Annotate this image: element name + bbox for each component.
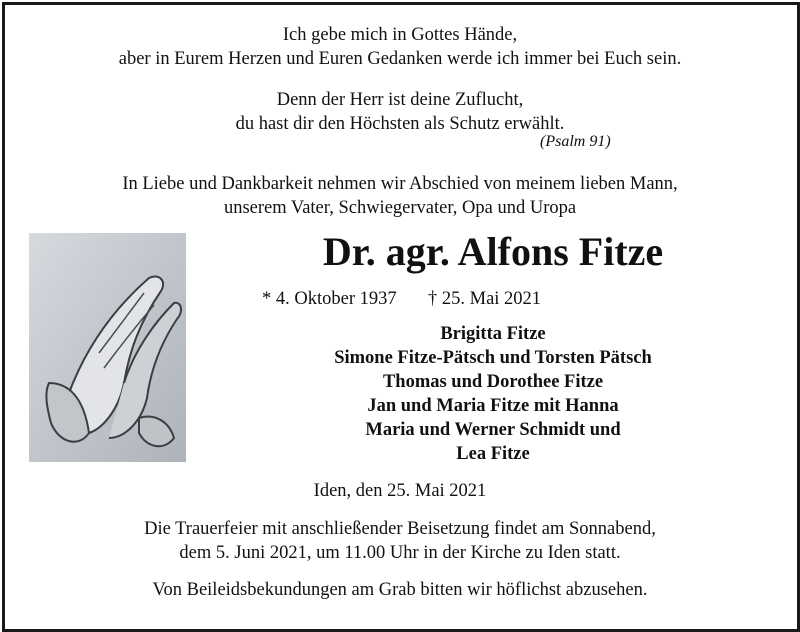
verse1-line1: Ich gebe mich in Gottes Hände, — [282, 25, 518, 45]
birth-date: * 4. Oktober 1937 — [262, 289, 397, 309]
mourner: Lea Fitze — [456, 444, 530, 464]
verse-source: (Psalm 91) — [540, 133, 611, 150]
intro-line1: In Liebe und Dankbarkeit nehmen wir Abschied von meinem lieben Mann, — [122, 174, 678, 194]
verse2-line2: du hast dir den Höchsten als Schutz erwählt. — [235, 114, 565, 134]
ceremony-line1: Die Trauerfeier mit anschließender Beisetzung findet am Sonnabend, — [144, 519, 656, 539]
mourners-list — [186, 322, 800, 466]
place-date: Iden, den 25. Mai 2021 — [313, 481, 487, 501]
mourner: Thomas und Dorothee Fitze — [382, 372, 604, 392]
ceremony-line2: dem 5. Juni 2021, um 11.00 Uhr in der Kirche zu Iden statt. — [179, 543, 621, 563]
closing-note: Von Beileidsbekundungen am Grab bitten wir höflichst abzusehen. — [152, 580, 648, 600]
mourner: Brigitta Fitze — [440, 324, 546, 344]
mourner: Simone Fitze-Pätsch und Torsten Pätsch — [334, 348, 652, 368]
intro-line2: unserem Vater, Schwiegervater, Opa und Uropa — [223, 198, 577, 218]
verse2-line1: Denn der Herr ist deine Zuflucht, — [276, 90, 524, 110]
verse1-line2: aber in Eurem Herzen und Euren Gedanken werde ich immer bei Euch sein. — [118, 49, 682, 69]
mourner: Jan und Maria Fitze mit Hanna — [367, 396, 619, 416]
praying-hands-icon — [29, 233, 186, 462]
death-date: † 25. Mai 2021 — [428, 289, 542, 309]
deceased-name: Dr. agr. Alfons Fitze — [322, 229, 664, 274]
mourner: Maria und Werner Schmidt und — [365, 420, 621, 440]
